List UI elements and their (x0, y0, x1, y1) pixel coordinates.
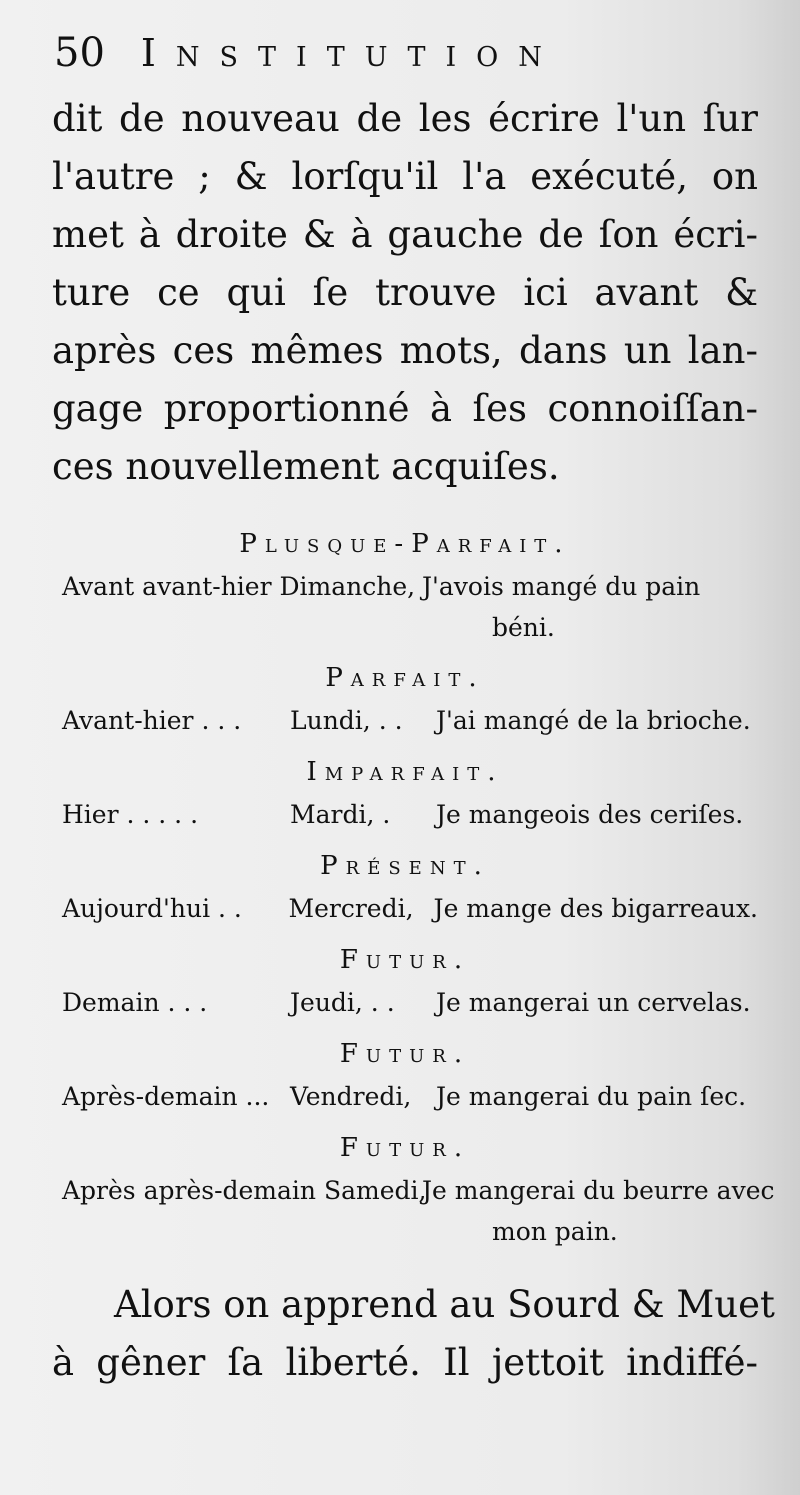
tense-heading: Futur. (339, 945, 471, 975)
text-line: met à droite & à gauche de ſon écri- (52, 213, 758, 256)
conjugation-row (62, 1076, 758, 1118)
text-line: gage proportionné à ſes connoiſſan- (52, 387, 758, 430)
text-line: ces nouvellement acquiſes. (52, 445, 560, 488)
tense-heading: Imparfait. (306, 757, 504, 787)
conjugation-row (62, 888, 758, 930)
sentence-continuation: béni. (492, 613, 555, 642)
time-phrase: Après après-demain Samedi, (62, 1176, 427, 1205)
tense-heading: Plusque-Parfait. (239, 529, 571, 559)
example-sentence: Je mangerai un cervelas. (436, 988, 751, 1017)
conjugation-table (52, 522, 775, 1252)
sentence-continuation: mon pain. (492, 1217, 618, 1246)
text-line: à gêner ſa liberté. Il jettoit indiffé- (52, 1341, 758, 1384)
example-sentence: Je mangeois des ceriſes. (436, 800, 744, 829)
text-line: Alors on apprend au Sourd & Muet (114, 1283, 775, 1326)
text-line: ture ce qui ſe trouve ici avant & (52, 271, 758, 314)
conjugation-row (62, 982, 758, 1024)
day-name: Vendredi, (290, 1082, 412, 1111)
text-line: l'autre ; & lorſqu'il l'a exécuté, on (52, 155, 758, 198)
example-sentence: Je mange des bigarreaux. (433, 894, 758, 923)
tense-heading: Futur. (339, 1039, 471, 1069)
example-sentence: Je mangerai du pain ſec. (436, 1082, 747, 1111)
conjugation-row (62, 794, 758, 836)
example-sentence: J'ai mangé de la brioche. (436, 706, 751, 735)
running-title: Institution (140, 31, 562, 75)
time-phrase: Avant-hier . . . (62, 706, 242, 735)
conjugation-row (62, 566, 758, 608)
time-phrase: Aujourd'hui . . (62, 894, 242, 923)
tense-heading: Présent. (320, 851, 490, 881)
time-phrase: Avant avant-hier Dimanche, (62, 572, 416, 601)
example-sentence: Je mangerai du beurre avec (422, 1176, 775, 1205)
text-line: dit de nouveau de les écrire l'un ſur (52, 97, 758, 140)
tense-heading: Parfait. (325, 663, 485, 693)
conjugation-row (62, 1170, 775, 1212)
time-phrase: Demain . . . (62, 988, 208, 1017)
day-name: Jeudi, . . (290, 988, 395, 1017)
running-head (54, 30, 758, 90)
day-name: Lundi, . . (290, 706, 403, 735)
conjugation-row (62, 700, 758, 742)
page-number: 50 (54, 30, 105, 76)
day-name: Mardi, . (290, 800, 391, 829)
text-line: après ces mêmes mots, dans un lan- (52, 329, 758, 372)
example-sentence: J'avois mangé du pain (422, 572, 701, 601)
tense-heading: Futur. (339, 1133, 471, 1163)
day-name: Mercredi, (288, 894, 414, 923)
time-phrase: Après-demain ... (62, 1082, 270, 1111)
time-phrase: Hier . . . . . (62, 800, 199, 829)
closing-paragraph (52, 1276, 775, 1392)
intro-paragraph (52, 90, 758, 496)
